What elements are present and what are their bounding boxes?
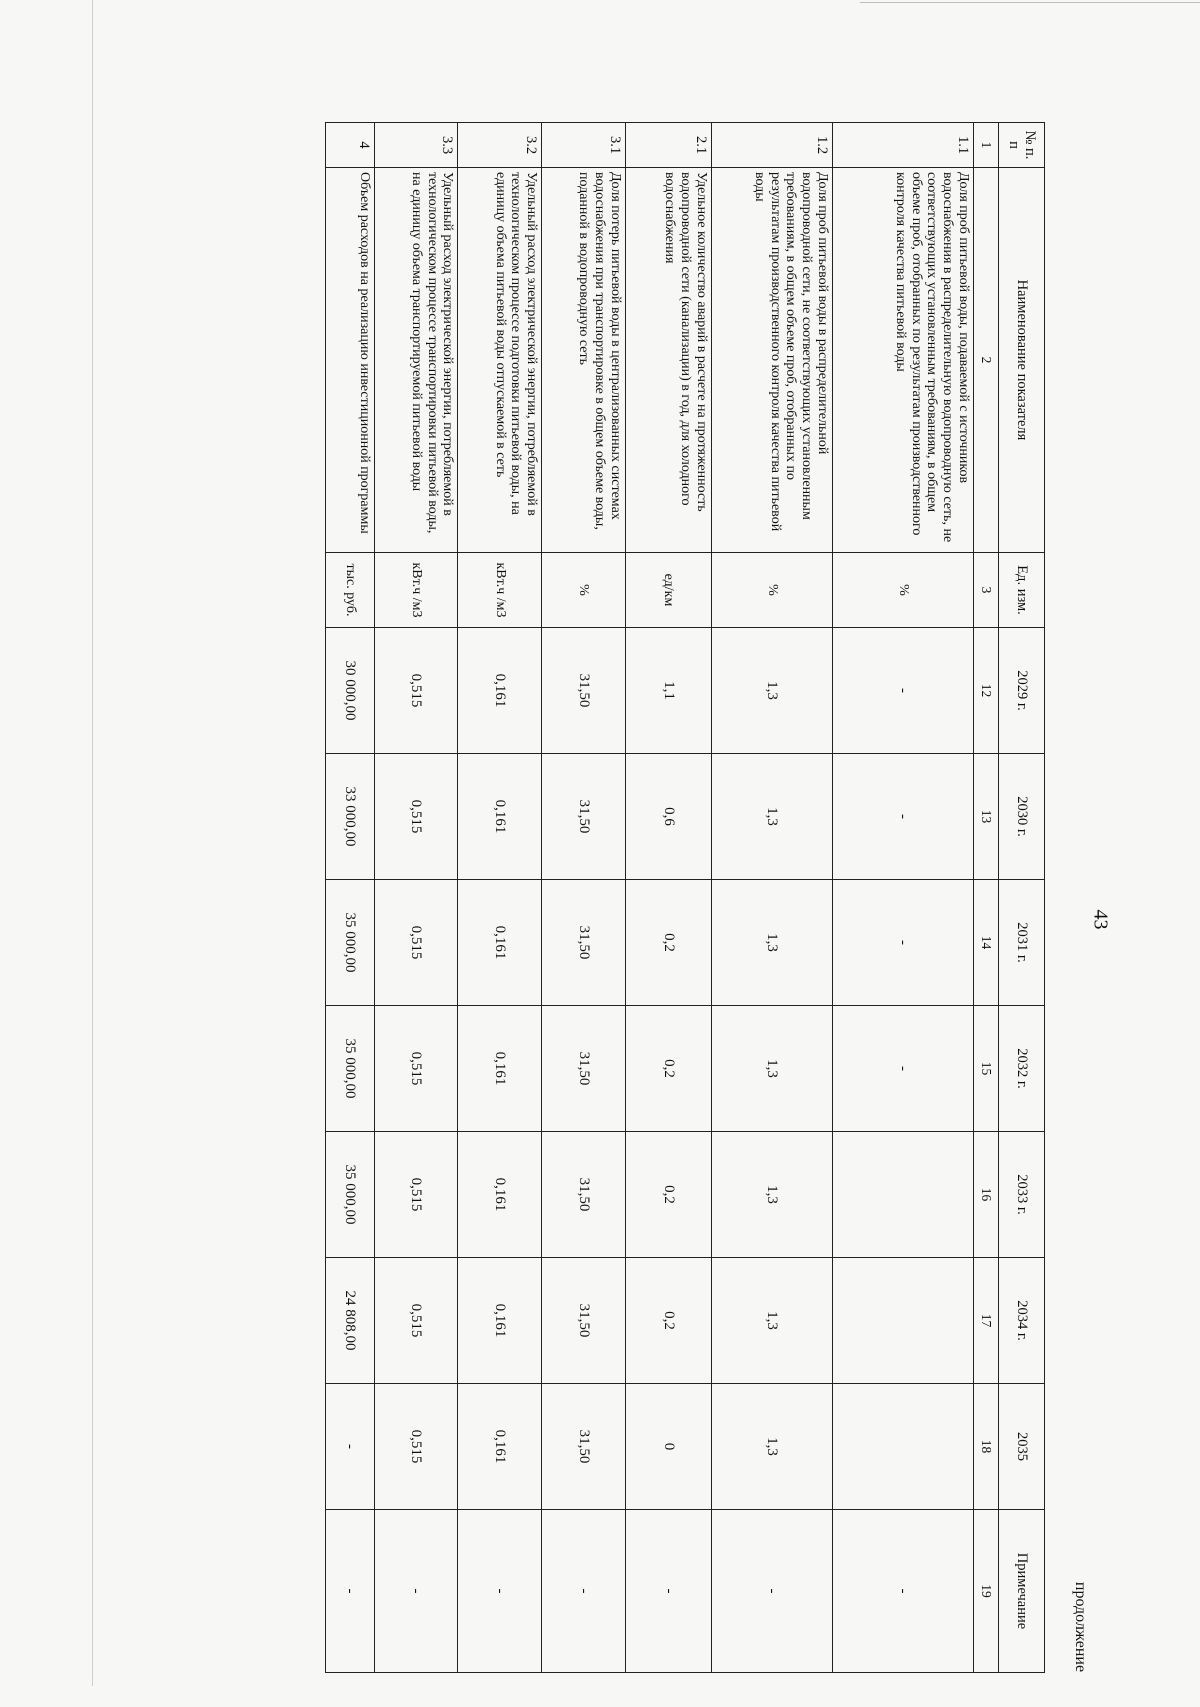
indicator-table — [325, 122, 1045, 1673]
index-cell: 14 — [973, 880, 998, 1006]
row-unit: тыс. руб. — [326, 553, 375, 628]
table-row — [711, 123, 832, 1673]
row-value: 0,2 — [625, 1006, 711, 1132]
row-value: 0,515 — [374, 754, 458, 880]
row-unit: % — [832, 553, 973, 628]
row-num: 3.2 — [458, 123, 542, 168]
row-value: 0,161 — [458, 754, 542, 880]
row-value: 31,50 — [541, 1132, 625, 1258]
row-unit: кВт.ч /м3 — [458, 553, 542, 628]
row-value: 24 808,00 — [326, 1258, 375, 1384]
row-value: 31,50 — [541, 1384, 625, 1510]
row-unit: кВт.ч /м3 — [374, 553, 458, 628]
row-name: Удельный расход электрической энергии, потребляемой в технологическом процессе подготовки питьевой воды, на единицу объема питьевой воды отпускаемой в сеть — [458, 168, 542, 553]
row-unit: ед/км — [625, 553, 711, 628]
indicator-table-wrapper — [325, 122, 1045, 1672]
index-cell: 16 — [973, 1132, 998, 1258]
row-value: 0,515 — [374, 628, 458, 754]
row-value: 0,161 — [458, 1006, 542, 1132]
row-note: - — [541, 1510, 625, 1673]
header-year: 2031 г. — [999, 880, 1045, 1006]
row-name: Доля проб питьевой воды, подаваемой с источников водоснабжения в распределительную водопроводную сеть, не соответствующих установленным требованиям, в общем объеме проб, отобранных по результатам производственного контроля качества питьевой воды — [832, 168, 973, 553]
row-value — [832, 1384, 973, 1510]
index-cell: 1 — [973, 123, 998, 168]
header-year: 2029 г. — [999, 628, 1045, 754]
row-num: 1.1 — [832, 123, 973, 168]
header-year: 2030 г. — [999, 754, 1045, 880]
row-unit: % — [711, 553, 832, 628]
scan-margin-line — [92, 0, 93, 1686]
row-name: Удельный расход электрической энергии, потребляемой в технологическом процессе транспортировки питьевой воды, на единицу объема транспортируемой питьевой воды — [374, 168, 458, 553]
row-value: 31,50 — [541, 628, 625, 754]
row-value: 1,3 — [711, 1006, 832, 1132]
row-num: 2.1 — [625, 123, 711, 168]
row-value: 35 000,00 — [326, 880, 375, 1006]
row-value: 0,6 — [625, 754, 711, 880]
index-cell: 19 — [973, 1510, 998, 1673]
page-number: 43 — [1089, 909, 1112, 930]
row-value: 0,161 — [458, 1384, 542, 1510]
row-value — [832, 1258, 973, 1384]
index-cell: 13 — [973, 754, 998, 880]
row-value: 35 000,00 — [326, 1132, 375, 1258]
row-value: 1,3 — [711, 1258, 832, 1384]
row-name: Удельное количество аварий в расчете на протяженность водопроводной сети (канализации) в год, для холодного водоснабжения — [625, 168, 711, 553]
row-value: 1,3 — [711, 1132, 832, 1258]
header-year: 2035 — [999, 1384, 1045, 1510]
index-cell: 2 — [973, 168, 998, 553]
row-value: 33 000,00 — [326, 754, 375, 880]
row-num: 3.3 — [374, 123, 458, 168]
row-num: 1.2 — [711, 123, 832, 168]
row-num: 4 — [326, 123, 375, 168]
row-value: 31,50 — [541, 880, 625, 1006]
header-note: Примечание — [999, 1510, 1045, 1673]
row-value: 0,515 — [374, 1384, 458, 1510]
row-note: - — [374, 1510, 458, 1673]
index-cell: 15 — [973, 1006, 998, 1132]
row-value: 31,50 — [541, 1258, 625, 1384]
header-year: 2034 г. — [999, 1258, 1045, 1384]
row-value: - — [832, 880, 973, 1006]
row-value: 0,2 — [625, 880, 711, 1006]
table-row — [625, 123, 711, 1673]
row-value: 0,2 — [625, 1132, 711, 1258]
row-value: 0,161 — [458, 628, 542, 754]
row-value: - — [832, 754, 973, 880]
row-value: 0,515 — [374, 1132, 458, 1258]
row-value: 1,3 — [711, 1384, 832, 1510]
header-year: 2033 г. — [999, 1132, 1045, 1258]
index-cell: 18 — [973, 1384, 998, 1510]
header-num: № п. п — [999, 123, 1045, 168]
table-row — [326, 123, 375, 1673]
row-value: 0,515 — [374, 1006, 458, 1132]
index-cell: 17 — [973, 1258, 998, 1384]
continuation-label: продолжение — [1072, 1581, 1089, 1673]
table-row — [832, 123, 973, 1673]
index-row — [973, 123, 998, 1673]
index-cell: 12 — [973, 628, 998, 754]
row-value: - — [832, 628, 973, 754]
row-num: 3.1 — [541, 123, 625, 168]
table-row — [374, 123, 458, 1673]
row-value: 0,2 — [625, 1258, 711, 1384]
row-unit: % — [541, 553, 625, 628]
row-note: - — [625, 1510, 711, 1673]
row-value: 0 — [625, 1384, 711, 1510]
row-value: 0,161 — [458, 1132, 542, 1258]
row-note: - — [832, 1510, 973, 1673]
row-name: Доля потерь питьевой воды в централизованных системах водоснабжения при транспортировке в общем объеме воды, поданной в водопроводную сеть — [541, 168, 625, 553]
row-note: - — [711, 1510, 832, 1673]
row-value: 0,161 — [458, 1258, 542, 1384]
row-value — [832, 1132, 973, 1258]
table-row — [541, 123, 625, 1673]
row-value: 0,515 — [374, 1258, 458, 1384]
row-value: - — [832, 1006, 973, 1132]
header-row — [999, 123, 1045, 1673]
row-value: 31,50 — [541, 1006, 625, 1132]
row-name: Доля проб питьевой воды в распределительной водопроводной сети, не соответствующих установленным требованиям, в общем объеме проб, отобранных по результатам производственного контроля качества питьевой воды — [711, 168, 832, 553]
table-row — [458, 123, 542, 1673]
index-cell: 3 — [973, 553, 998, 628]
row-name: Объем расходов на реализацию инвестиционной программы — [326, 168, 375, 553]
header-unit: Ед. изм. — [999, 553, 1045, 628]
row-value: 1,3 — [711, 754, 832, 880]
header-year: 2032 г. — [999, 1006, 1045, 1132]
row-value: 31,50 — [541, 754, 625, 880]
row-value: 0,161 — [458, 880, 542, 1006]
row-value: 1,1 — [625, 628, 711, 754]
row-value: 1,3 — [711, 880, 832, 1006]
row-value: 1,3 — [711, 628, 832, 754]
scan-edge-line — [860, 2, 1200, 3]
row-value: 30 000,00 — [326, 628, 375, 754]
row-note: - — [458, 1510, 542, 1673]
row-value: 0,515 — [374, 880, 458, 1006]
header-name: Наименование показателя — [999, 168, 1045, 553]
row-note: - — [326, 1510, 375, 1673]
row-value: 35 000,00 — [326, 1006, 375, 1132]
row-value: - — [326, 1384, 375, 1510]
